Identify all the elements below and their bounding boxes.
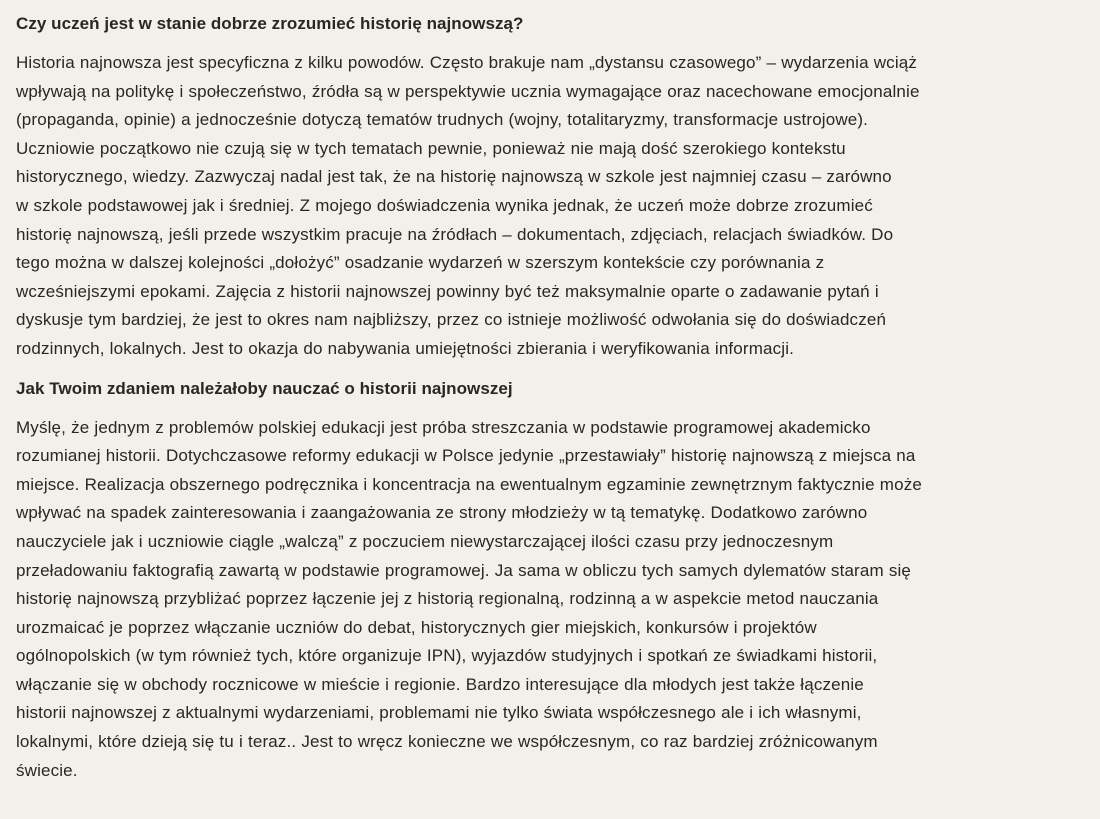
answer-line: wcześniejszymi epokami. Zajęcia z historii najnowszej powinny być też maksymalnie oparte o zadawanie pytań i [16, 281, 879, 301]
answer-line: włączanie się w obchody rocznicowe w mieście i regionie. Bardzo interesujące dla młodych jest także łączenie [16, 674, 864, 694]
answer-line: (propaganda, opinie) a jednocześnie dotyczą tematów trudnych (wojny, totalitaryzmy, transformacje ustrojowe). [16, 110, 869, 130]
answer-line: historię najnowszą, jeśli przede wszystkim pracuje na źródłach – dokumentach, zdjęciach, relacjach świadków. Do [16, 224, 894, 244]
answer-paragraph-1 [16, 49, 1078, 364]
answer-line: w szkole podstawowej jak i średniej. Z mojego doświadczenia wynika jednak, że uczeń może dobrze zrozumieć [16, 195, 873, 215]
answer-line: Uczniowie początkowo nie czują się w tych tematach pewnie, ponieważ nie mają dość szerokiego kontekstu [16, 138, 846, 158]
answer-line: Historia najnowsza jest specyficzna z kilku powodów. Często brakuje nam „dystansu czasowego” – wydarzenia wciąż [16, 53, 918, 72]
answer-paragraph-2 [16, 414, 1078, 786]
question-heading-1: Czy uczeń jest w stanie dobrze zrozumieć historię najnowszą? [16, 14, 524, 33]
answer-line: wpływają na politykę i społeczeństwo, źródła są w perspektywie ucznia wymagające oraz nacechowane emocjonalnie [16, 81, 920, 101]
answer-line: przeładowaniu faktografią zawartą w podstawie programowej. Ja sama w obliczu tych samych dylematów staram się [16, 560, 912, 580]
answer-line: wpływać na spadek zainteresowania i zaangażowania ze strony młodzieży w tą tematykę. Dodatkowo zarówno [16, 503, 868, 523]
answer-line: Myślę, że jednym z problemów polskiej edukacji jest próba streszczania w podstawie programowej akademicko [16, 417, 871, 437]
answer-line: nauczyciele jak i uczniowie ciągle „walczą” z poczuciem niewystarczającej ilości czasu przy jednoczesnym [16, 531, 834, 551]
answer-line: rodzinnych, lokalnych. Jest to okazja do nabywania umiejętności zbierania i weryfikowania informacji. [16, 338, 794, 358]
answer-line: miejsce. Realizacja obszernego podręcznika i koncentracja na ewentualnym egzaminie zewnętrznym faktycznie może [16, 474, 922, 494]
answer-line: tego można w dalszej kolejności „dołożyć” osadzanie wydarzeń w szerszym kontekście czy porównania z [16, 253, 825, 273]
answer-line: ogólnopolskich (w tym również tych, które organizuje IPN), wyjazdów studyjnych i spotkań ze świadkami historii, [16, 646, 878, 666]
answer-line: historii najnowszej z aktualnymi wydarzeniami, problemami nie tylko świata współczesnego ale i ich własnymi, [16, 703, 862, 723]
answer-line: urozmaicać je poprzez włączanie uczniów do debat, historycznych gier miejskich, konkursów i projektów [16, 617, 817, 637]
answer-line: lokalnymi, które dzieją się tu i teraz.. Jest to wręcz konieczne we współczesnym, co raz bardziej zróżnicowanym [16, 732, 878, 752]
answer-line: historycznego, wiedzy. Zazwyczaj nadal jest tak, że na historię najnowszą w szkole jest najmniej czasu – zarówno [16, 167, 892, 187]
answer-line: historię najnowszą przybliżać poprzez łączenie jej z historią regionalną, rodzinną a w aspekcie metod nauczania [16, 589, 879, 609]
answer-line: świecie. [16, 760, 78, 780]
question-heading-2: Jak Twoim zdaniem należałoby nauczać o historii najnowszej [16, 378, 513, 398]
answer-line: rozumianej historii. Dotychczasowe reformy edukacji w Polsce jedynie „przestawiały” historię najnowszą z miejsca na [16, 446, 916, 466]
answer-line: dyskusje tym bardziej, że jest to okres nam najbliższy, przez co istnieje możliwość odwołania się do doświadczeń [16, 310, 887, 330]
